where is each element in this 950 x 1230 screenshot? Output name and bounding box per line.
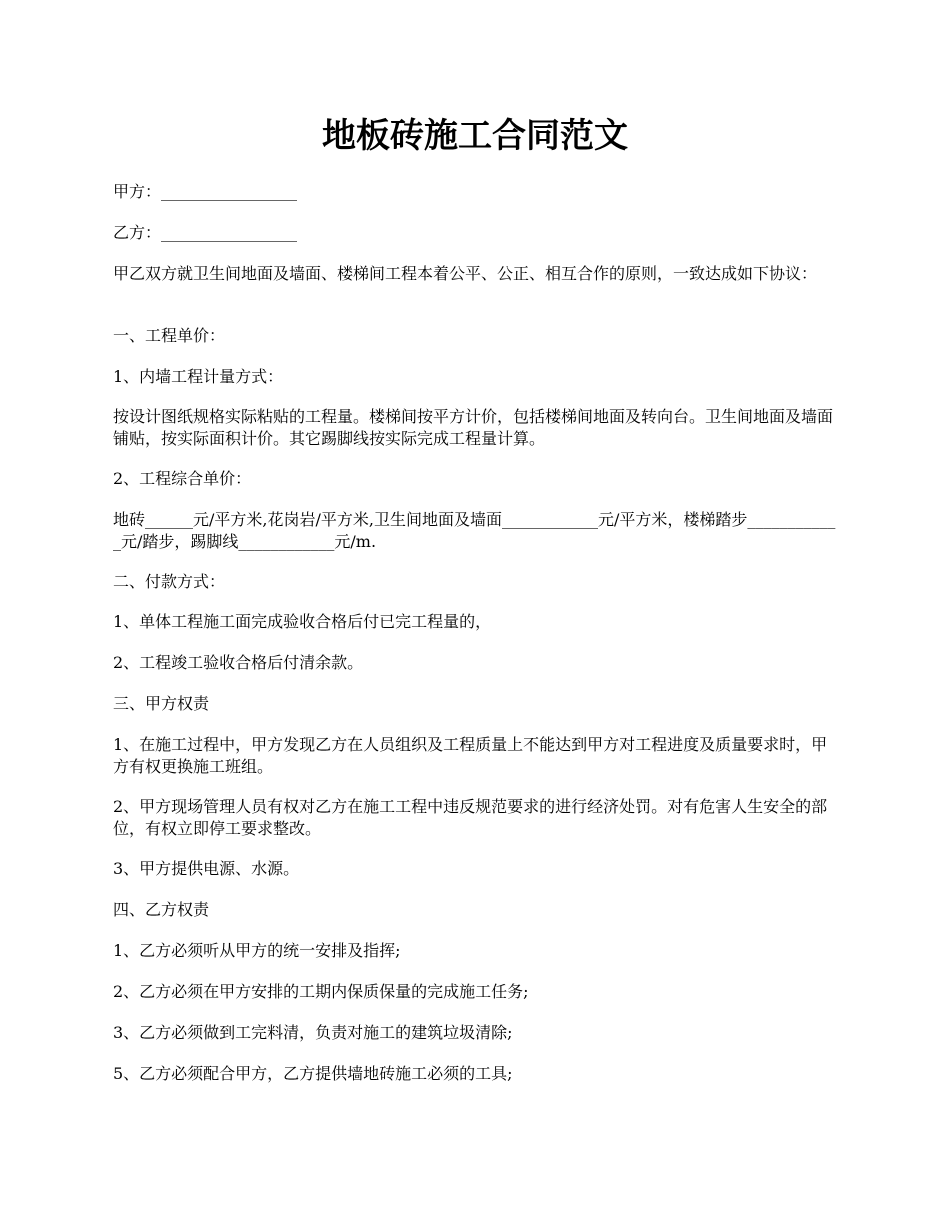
document-title: 地板砖施工合同范文 [322, 116, 628, 156]
clause-party-b-5: 5、乙方必须配合甲方，乙方提供墙地砖施工必须的工具; [113, 1064, 513, 1083]
clause-party-a-1: 1、在施工过程中，甲方发现乙方在人员组织及工程质量上不能达到甲方对工程进度及质量要求时，甲方有权更换施工班组。 [113, 735, 828, 776]
clause-payment-2: 2、工程竣工验收合格后付清余款。 [113, 653, 364, 672]
agreement-intro: 甲乙双方就卫生间地面及墙面、楼梯间工程本着公平、公正、相互合作的原则，一致达成如下协议： [113, 264, 818, 283]
clause-party-b-2: 2、乙方必须在甲方安排的工期内保质保量的完成施工任务; [113, 982, 529, 1001]
section-heading-party-b-rights: 四、乙方权责 [113, 900, 210, 919]
clause-party-b-3: 3、乙方必须做到工完料清，负责对施工的建筑垃圾清除; [113, 1023, 513, 1042]
clause-party-a-2: 2、甲方现场管理人员有权对乙方在施工工程中违反规范要求的进行经济处罚。对有危害人生安全的部位，有权立即停工要求整改。 [113, 797, 828, 838]
clause-inner-wall-measurement: 1、内墙工程计量方式： [113, 367, 284, 386]
clause-party-b-1: 1、乙方必须听从甲方的统一安排及指挥; [113, 941, 401, 960]
section-heading-party-a-rights: 三、甲方权责 [113, 694, 210, 713]
clause-payment-1: 1、单体工程施工面完成验收合格后付已完工程量的， [113, 612, 492, 631]
clause-party-a-3: 3、甲方提供电源、水源。 [113, 859, 300, 878]
clause-comprehensive-price: 2、工程综合单价： [113, 469, 252, 488]
party-b-line: 乙方：_________________ [113, 223, 298, 242]
clause-measurement-detail: 按设计图纸规格实际粘贴的工程量。楼梯间按平方计价，包括楼梯间地面及转向台。卫生间地面及墙面铺贴，按实际面积计价。其它踢脚线按实际完成工程量计算。 [113, 407, 834, 448]
clause-price-detail: 地砖______元/平方米,花岗岩/平方米,卫生间地面及墙面____________元/平方米，楼梯踏步____________元/踏步，踢脚线____________元/m. [113, 510, 836, 551]
section-heading-payment: 二、付款方式： [113, 572, 226, 591]
section-heading-unit-price: 一、工程单价： [113, 326, 226, 345]
party-a-line: 甲方：_________________ [113, 182, 298, 201]
